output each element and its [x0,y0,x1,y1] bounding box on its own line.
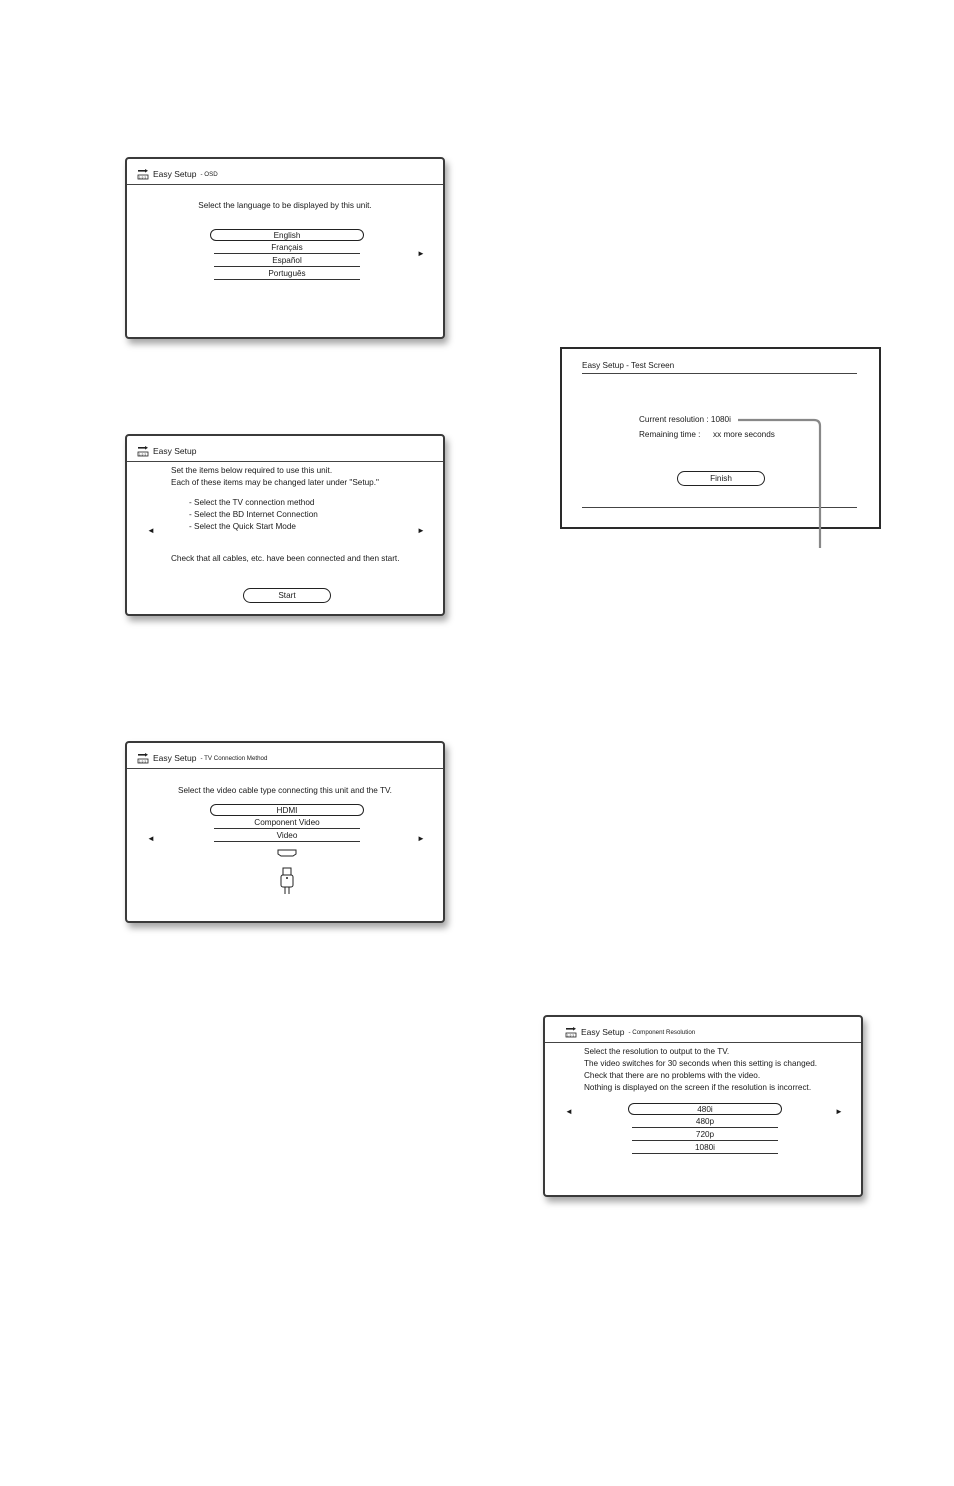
title-text: Easy Setup [581,1027,625,1037]
tv-connection-prompt: Select the video cable type connecting this unit and the TV. [178,786,392,795]
panel-title [137,749,443,767]
panel-title [137,165,443,183]
option-espanol[interactable]: Español [214,255,360,267]
start-button[interactable]: Start [243,588,331,603]
easy-setup-panel [125,434,445,616]
title-subtext: - Component Resolution [628,1028,696,1036]
hdmi-port-icon [277,849,297,857]
svg-text:1-2-3: 1-2-3 [567,1033,575,1038]
title-divider [127,461,443,462]
hdmi-plug-icon [278,867,296,895]
component-resolution-panel [543,1015,863,1197]
option-portugues[interactable]: Português [214,268,360,280]
left-arrow-icon[interactable]: ◄ [147,834,155,843]
setup-tools-icon [137,168,149,180]
right-arrow-icon[interactable]: ► [417,526,425,535]
option-francais[interactable]: Français [214,242,360,254]
title-text: Easy Setup [153,753,197,763]
svg-text:1-2-3: 1-2-3 [139,175,147,180]
setup-tools-icon [565,1026,577,1038]
title-divider [582,373,857,374]
title-divider [127,184,443,185]
panel-title [565,1023,861,1041]
left-arrow-icon[interactable]: ◄ [565,1107,573,1116]
current-resolution: Current resolution : 1080i [639,415,731,424]
right-arrow-icon[interactable]: ► [417,834,425,843]
title-text: Easy Setup [153,169,197,179]
component-line-4: Nothing is displayed on the screen if the resolution is incorrect. [584,1083,812,1092]
svg-text:1-2-3: 1-2-3 [139,759,147,764]
setup-tools-icon [137,752,149,764]
setup-item-1: - Select the TV connection method [189,498,315,507]
option-english[interactable]: English [210,229,364,241]
component-line-1: Select the resolution to output to the TV. [584,1047,730,1056]
component-line-2: The video switches for 30 seconds when this setting is changed. [584,1059,818,1068]
right-arrow-icon[interactable]: ► [835,1107,843,1116]
setup-item-3: - Select the Quick Start Mode [189,522,296,531]
setup-check: Check that all cables, etc. have been connected and then start. [171,554,400,563]
title-divider [545,1042,861,1043]
setup-line-1: Set the items below required to use this unit. [171,466,333,475]
option-component-video[interactable]: Component Video [214,817,360,829]
title-subtext: - OSD [200,170,218,178]
finish-button[interactable]: Finish [677,471,765,486]
remaining-time-value: xx more seconds [713,430,775,439]
left-arrow-icon[interactable]: ◄ [147,526,155,535]
panel-title [137,442,443,460]
title-text: Easy Setup [153,446,197,456]
setup-item-2: - Select the BD Internet Connection [189,510,318,519]
title-divider [127,768,443,769]
test-screen-title: Easy Setup - Test Screen [582,361,675,370]
osd-panel [125,157,445,339]
osd-prompt: Select the language to be displayed by this unit. [198,201,372,210]
option-720p[interactable]: 720p [632,1129,778,1141]
title-subtext: - TV Connection Method [200,754,268,762]
option-480i[interactable]: 480i [628,1103,782,1115]
svg-text:1-2-3: 1-2-3 [139,452,147,457]
option-hdmi[interactable]: HDMI [210,804,364,816]
right-arrow-icon[interactable]: ► [417,249,425,258]
test-screen-panel [560,347,881,529]
tv-connection-panel [125,741,445,923]
option-480p[interactable]: 480p [632,1116,778,1128]
option-1080i[interactable]: 1080i [632,1142,778,1154]
remaining-time-label: Remaining time : [639,430,701,439]
callout-line [738,412,828,552]
setup-line-2: Each of these items may be changed later under "Setup." [171,478,379,487]
option-video[interactable]: Video [214,830,360,842]
component-line-3: Check that there are no problems with the video. [584,1071,761,1080]
setup-tools-icon [137,445,149,457]
